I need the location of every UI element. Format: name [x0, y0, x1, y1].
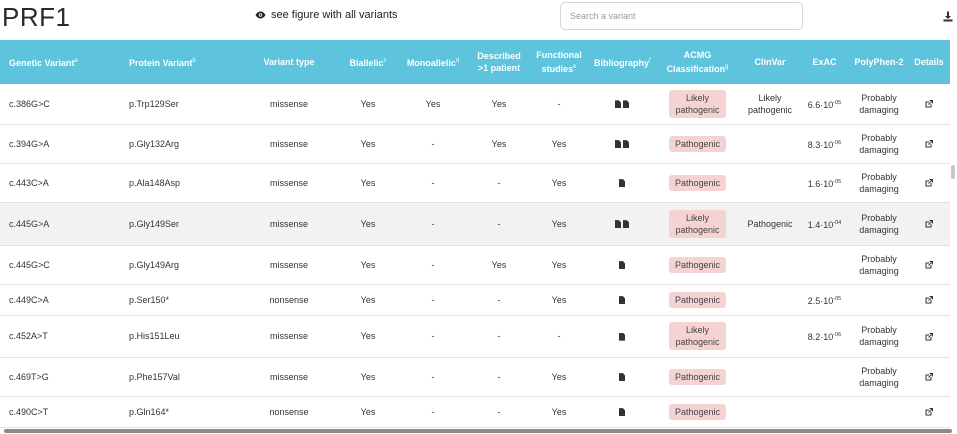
cell-described: - [470, 163, 528, 202]
cell-variant-type: missense [238, 357, 340, 396]
cell-genetic-variant: c.469T>G [0, 357, 125, 396]
cell-genetic-variant: c.394G>A [0, 124, 125, 163]
cell-functional: Yes [528, 163, 590, 202]
acmg-badge: Pathogenic [669, 292, 726, 308]
top-bar [0, 0, 957, 40]
variants-table-container [0, 40, 957, 428]
cell-genetic-variant: c.490C>T [0, 396, 125, 427]
horizontal-scrollbar[interactable] [4, 429, 952, 433]
cell-biallelic: Yes [340, 163, 396, 202]
cell-described: - [470, 315, 528, 357]
document-icon[interactable] [615, 140, 621, 148]
col-genetic-variant[interactable]: Genetic Variant$^a$ [0, 40, 125, 84]
cell-details [908, 245, 950, 284]
cell-exac: $8.3\cdot 10^{-06}$ [799, 124, 850, 163]
cell-described: - [470, 357, 528, 396]
cell-biallelic: Yes [340, 124, 396, 163]
cell-variant-type: missense [238, 315, 340, 357]
cell-monoallelic: - [396, 396, 470, 427]
acmg-badge: Likely pathogenic [669, 210, 725, 238]
cell-clinvar [741, 396, 799, 427]
table-row [0, 202, 950, 245]
cell-details [908, 84, 950, 124]
cell-biallelic: Yes [340, 357, 396, 396]
cell-acmg [654, 84, 741, 124]
cell-acmg [654, 245, 741, 284]
cell-functional: Yes [528, 357, 590, 396]
cell-exac [799, 357, 850, 396]
document-icon[interactable] [619, 408, 625, 416]
cell-polyphen: Probably damaging [850, 84, 908, 124]
cell-monoallelic: - [396, 124, 470, 163]
cell-described: - [470, 202, 528, 245]
cell-functional: Yes [528, 284, 590, 315]
external-link-icon[interactable] [924, 295, 934, 305]
cell-bibliography [590, 315, 654, 357]
acmg-badge: Pathogenic [669, 404, 726, 420]
cell-biallelic: Yes [340, 396, 396, 427]
cell-clinvar [741, 284, 799, 315]
cell-monoallelic: - [396, 202, 470, 245]
cell-monoallelic: - [396, 357, 470, 396]
cell-monoallelic: - [396, 245, 470, 284]
external-link-icon[interactable] [924, 260, 934, 270]
cell-bibliography [590, 284, 654, 315]
cell-variant-type: nonsense [238, 396, 340, 427]
cell-variant-type: nonsense [238, 284, 340, 315]
document-icon[interactable] [623, 100, 629, 108]
external-link-icon[interactable] [924, 332, 934, 342]
cell-biallelic: Yes [340, 284, 396, 315]
cell-variant-type: missense [238, 202, 340, 245]
vertical-scrollbar[interactable] [951, 165, 955, 179]
cell-genetic-variant: c.443C>A [0, 163, 125, 202]
cell-bibliography [590, 124, 654, 163]
cell-bibliography [590, 357, 654, 396]
cell-described: Yes [470, 84, 528, 124]
cell-polyphen: Probably damaging [850, 124, 908, 163]
cell-exac: $1.6\cdot 10^{-05}$ [799, 163, 850, 202]
cell-bibliography [590, 396, 654, 427]
cell-acmg [654, 124, 741, 163]
cell-details [908, 396, 950, 427]
document-icon[interactable] [623, 140, 629, 148]
cell-acmg [654, 284, 741, 315]
variants-table [0, 40, 950, 428]
col-exac[interactable]: ExAC [799, 40, 850, 84]
see-figure-link[interactable] [255, 9, 398, 21]
cell-clinvar [741, 357, 799, 396]
acmg-badge: Pathogenic [669, 175, 726, 191]
cell-clinvar [741, 245, 799, 284]
cell-acmg [654, 163, 741, 202]
cell-protein-variant: p.Gly132Arg [125, 124, 238, 163]
document-icon[interactable] [615, 100, 621, 108]
cell-genetic-variant: c.449C>A [0, 284, 125, 315]
acmg-badge: Pathogenic [669, 136, 726, 152]
col-acmg[interactable]: ACMG Classification$^g$ [654, 40, 741, 84]
cell-polyphen: Probably damaging [850, 357, 908, 396]
cell-described: Yes [470, 124, 528, 163]
cell-details [908, 163, 950, 202]
external-link-icon[interactable] [924, 139, 934, 149]
cell-genetic-variant: c.386G>C [0, 84, 125, 124]
download-icon[interactable] [943, 11, 953, 22]
acmg-badge: Pathogenic [669, 369, 726, 385]
col-bibliography[interactable]: Bibliography$^f$ [590, 40, 654, 84]
document-icon[interactable] [619, 296, 625, 304]
cell-functional: Yes [528, 124, 590, 163]
document-icon[interactable] [623, 220, 629, 228]
col-polyphen[interactable]: PolyPhen-2 [850, 40, 908, 84]
cell-described: - [470, 396, 528, 427]
table-row [0, 163, 950, 202]
col-clinvar[interactable]: ClinVar [741, 40, 799, 84]
cell-functional: - [528, 315, 590, 357]
cell-bibliography [590, 202, 654, 245]
cell-acmg [654, 315, 741, 357]
cell-variant-type: missense [238, 84, 340, 124]
cell-genetic-variant: c.452A>T [0, 315, 125, 357]
cell-monoallelic: - [396, 315, 470, 357]
col-variant-type[interactable]: Variant type [238, 40, 340, 84]
cell-functional: Yes [528, 396, 590, 427]
cell-protein-variant: p.Gly149Arg [125, 245, 238, 284]
cell-polyphen [850, 284, 908, 315]
cell-bibliography [590, 84, 654, 124]
table-row [0, 124, 950, 163]
cell-protein-variant: p.Gly149Ser [125, 202, 238, 245]
cell-clinvar: Likely pathogenic [741, 84, 799, 124]
acmg-badge: Likely pathogenic [669, 90, 725, 118]
cell-protein-variant: p.His151Leu [125, 315, 238, 357]
see-figure-label: see figure with all variants [271, 9, 398, 21]
document-icon[interactable] [619, 261, 625, 269]
cell-biallelic: Yes [340, 84, 396, 124]
cell-polyphen: Probably damaging [850, 202, 908, 245]
cell-monoallelic: - [396, 163, 470, 202]
cell-polyphen: Probably damaging [850, 245, 908, 284]
cell-described: - [470, 284, 528, 315]
cell-acmg [654, 357, 741, 396]
cell-protein-variant: p.Gln164* [125, 396, 238, 427]
cell-bibliography [590, 163, 654, 202]
document-icon[interactable] [615, 220, 621, 228]
cell-variant-type: missense [238, 163, 340, 202]
external-link-icon[interactable] [924, 407, 934, 417]
acmg-badge: Pathogenic [669, 257, 726, 273]
eye-icon [255, 11, 266, 19]
cell-exac [799, 396, 850, 427]
table-row [0, 284, 950, 315]
cell-described: Yes [470, 245, 528, 284]
cell-functional: - [528, 84, 590, 124]
document-icon[interactable] [619, 373, 625, 381]
document-icon[interactable] [619, 179, 625, 187]
col-described[interactable]: Described >1 patient [470, 40, 528, 84]
cell-monoallelic: - [396, 284, 470, 315]
cell-exac [799, 245, 850, 284]
page-title: PRF1 [2, 2, 71, 32]
cell-clinvar [741, 163, 799, 202]
cell-bibliography [590, 245, 654, 284]
table-row [0, 396, 950, 427]
cell-biallelic: Yes [340, 245, 396, 284]
table-row [0, 357, 950, 396]
cell-polyphen [850, 396, 908, 427]
cell-protein-variant: p.Phe157Val [125, 357, 238, 396]
table-row [0, 245, 950, 284]
external-link-icon[interactable] [924, 178, 934, 188]
cell-functional: Yes [528, 245, 590, 284]
cell-polyphen: Probably damaging [850, 163, 908, 202]
col-biallelic[interactable]: Biallelic$^c$ [340, 40, 396, 84]
cell-variant-type: missense [238, 245, 340, 284]
cell-details [908, 284, 950, 315]
cell-monoallelic: Yes [396, 84, 470, 124]
cell-biallelic: Yes [340, 202, 396, 245]
cell-details [908, 202, 950, 245]
cell-protein-variant: p.Ala148Asp [125, 163, 238, 202]
cell-genetic-variant: c.445G>C [0, 245, 125, 284]
document-icon[interactable] [619, 333, 625, 341]
cell-functional: Yes [528, 202, 590, 245]
cell-exac: $8.2\cdot 10^{-06}$ [799, 315, 850, 357]
col-details[interactable]: Details [908, 40, 950, 84]
col-monoallelic[interactable]: Monoallelic$^d$ [396, 40, 470, 84]
cell-acmg [654, 396, 741, 427]
table-row [0, 315, 950, 357]
cell-exac: $1.4\cdot 10^{-04}$ [799, 202, 850, 245]
cell-exac: $2.5\cdot 10^{-05}$ [799, 284, 850, 315]
cell-genetic-variant: c.445G>A [0, 202, 125, 245]
cell-biallelic: Yes [340, 315, 396, 357]
cell-details [908, 124, 950, 163]
cell-details [908, 315, 950, 357]
external-link-icon[interactable] [924, 99, 934, 109]
acmg-badge: Likely pathogenic [669, 322, 725, 350]
table-header-row [0, 40, 950, 84]
external-link-icon[interactable] [924, 372, 934, 382]
cell-exac: $6.6\cdot 10^{-05}$ [799, 84, 850, 124]
col-protein-variant[interactable]: Protein Variant$^b$ [125, 40, 238, 84]
cell-clinvar [741, 315, 799, 357]
external-link-icon[interactable] [924, 219, 934, 229]
search-input[interactable] [560, 2, 803, 30]
table-row [0, 84, 950, 124]
cell-clinvar [741, 124, 799, 163]
cell-variant-type: missense [238, 124, 340, 163]
cell-details [908, 357, 950, 396]
cell-acmg [654, 202, 741, 245]
cell-protein-variant: p.Trp129Ser [125, 84, 238, 124]
cell-protein-variant: p.Ser150* [125, 284, 238, 315]
cell-clinvar: Pathogenic [741, 202, 799, 245]
cell-polyphen: Probably damaging [850, 315, 908, 357]
col-functional-studies[interactable]: Functional studies$^e$ [528, 40, 590, 84]
